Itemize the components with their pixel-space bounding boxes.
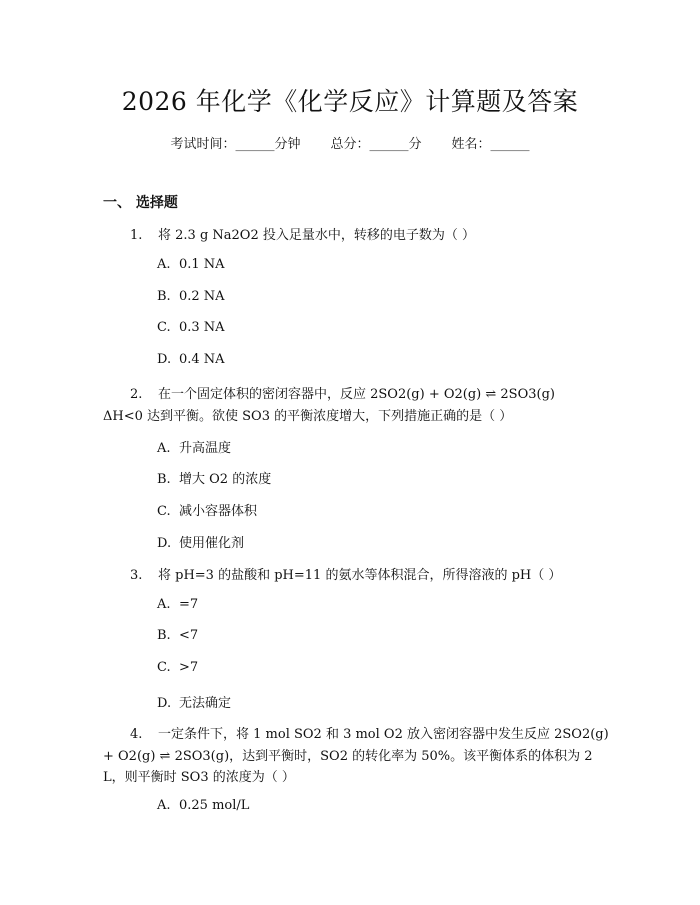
option-1d bbox=[157, 352, 225, 367]
option-text: 无法确定 bbox=[179, 696, 232, 711]
option-text: 增大 O2 的浓度 bbox=[179, 472, 272, 487]
option-label: A. bbox=[157, 798, 171, 813]
option-2b bbox=[157, 468, 271, 487]
option-label: B. bbox=[157, 472, 171, 487]
question-text: 一定条件下，将 1 mol SO2 和 3 mol O2 放入密闭容器中发生反应 2SO2(g) bbox=[158, 727, 609, 742]
option-label: A. bbox=[157, 441, 171, 456]
option-label: C. bbox=[157, 660, 171, 675]
option-text: 减小容器体积 bbox=[179, 504, 258, 519]
option-3d bbox=[157, 692, 231, 711]
option-label: C. bbox=[157, 320, 171, 335]
option-3a bbox=[157, 597, 198, 612]
option-1c bbox=[157, 320, 225, 335]
option-text: 0.2 NA bbox=[179, 289, 225, 304]
option-text: 0.4 NA bbox=[179, 352, 225, 367]
option-text: =7 bbox=[179, 597, 199, 612]
question-4 bbox=[130, 723, 609, 742]
document-title: 2026 年化学《化学反应》计算题及答案 bbox=[121, 87, 579, 116]
option-text: >7 bbox=[179, 660, 199, 675]
option-text: <7 bbox=[179, 628, 199, 643]
option-2c bbox=[157, 500, 257, 519]
total-score: 总分：______分 bbox=[330, 137, 422, 152]
option-text: 0.25 mol/L bbox=[179, 798, 250, 813]
option-4a bbox=[157, 798, 249, 813]
question-4-line-3: L，则平衡时 SO3 的浓度为（ ） bbox=[103, 770, 295, 785]
question-number: 3. bbox=[130, 568, 143, 583]
option-label: C. bbox=[157, 504, 171, 519]
question-text: 将 pH=3 的盐酸和 pH=11 的氨水等体积混合，所得溶液的 pH（ ） bbox=[158, 568, 562, 583]
question-text: 将 2.3 g Na2O2 投入足量水中，转移的电子数为（ ） bbox=[158, 228, 475, 243]
student-name: 姓名：______ bbox=[451, 137, 530, 152]
question-number: 2. bbox=[130, 387, 143, 402]
question-2 bbox=[130, 383, 555, 402]
option-label: A. bbox=[157, 257, 171, 272]
question-4-line-2: + O2(g) ⇌ 2SO3(g)，达到平衡时，SO2 的转化率为 50%。该平衡体系的体积为 2 bbox=[103, 749, 593, 764]
option-label: B. bbox=[157, 289, 171, 304]
question-1 bbox=[130, 224, 475, 243]
option-label: B. bbox=[157, 628, 171, 643]
option-3b bbox=[157, 628, 198, 643]
question-2-line-2: ΔH<0 达到平衡。欲使 SO3 的平衡浓度增大，下列措施正确的是（ ） bbox=[103, 409, 513, 424]
option-3c bbox=[157, 660, 198, 675]
option-2d bbox=[157, 532, 244, 551]
option-2a bbox=[157, 437, 231, 456]
option-text: 升高温度 bbox=[179, 441, 232, 456]
option-text: 使用催化剂 bbox=[179, 536, 245, 551]
exam-info bbox=[0, 133, 700, 152]
option-label: D. bbox=[157, 696, 172, 711]
option-text: 0.3 NA bbox=[179, 320, 225, 335]
question-text: 在一个固定体积的密闭容器中，反应 2SO2(g) + O2(g) ⇌ 2SO3(g) bbox=[158, 387, 555, 402]
question-number: 4. bbox=[130, 727, 143, 742]
question-number: 1. bbox=[130, 228, 143, 243]
question-3 bbox=[130, 564, 561, 583]
option-text: 0.1 NA bbox=[179, 257, 225, 272]
exam-time: 考试时间：______分钟 bbox=[170, 137, 301, 152]
section-heading: 一、 选择题 bbox=[103, 195, 178, 211]
option-1a bbox=[157, 257, 225, 272]
option-label: D. bbox=[157, 352, 172, 367]
option-label: D. bbox=[157, 536, 172, 551]
option-label: A. bbox=[157, 597, 171, 612]
option-1b bbox=[157, 289, 225, 304]
